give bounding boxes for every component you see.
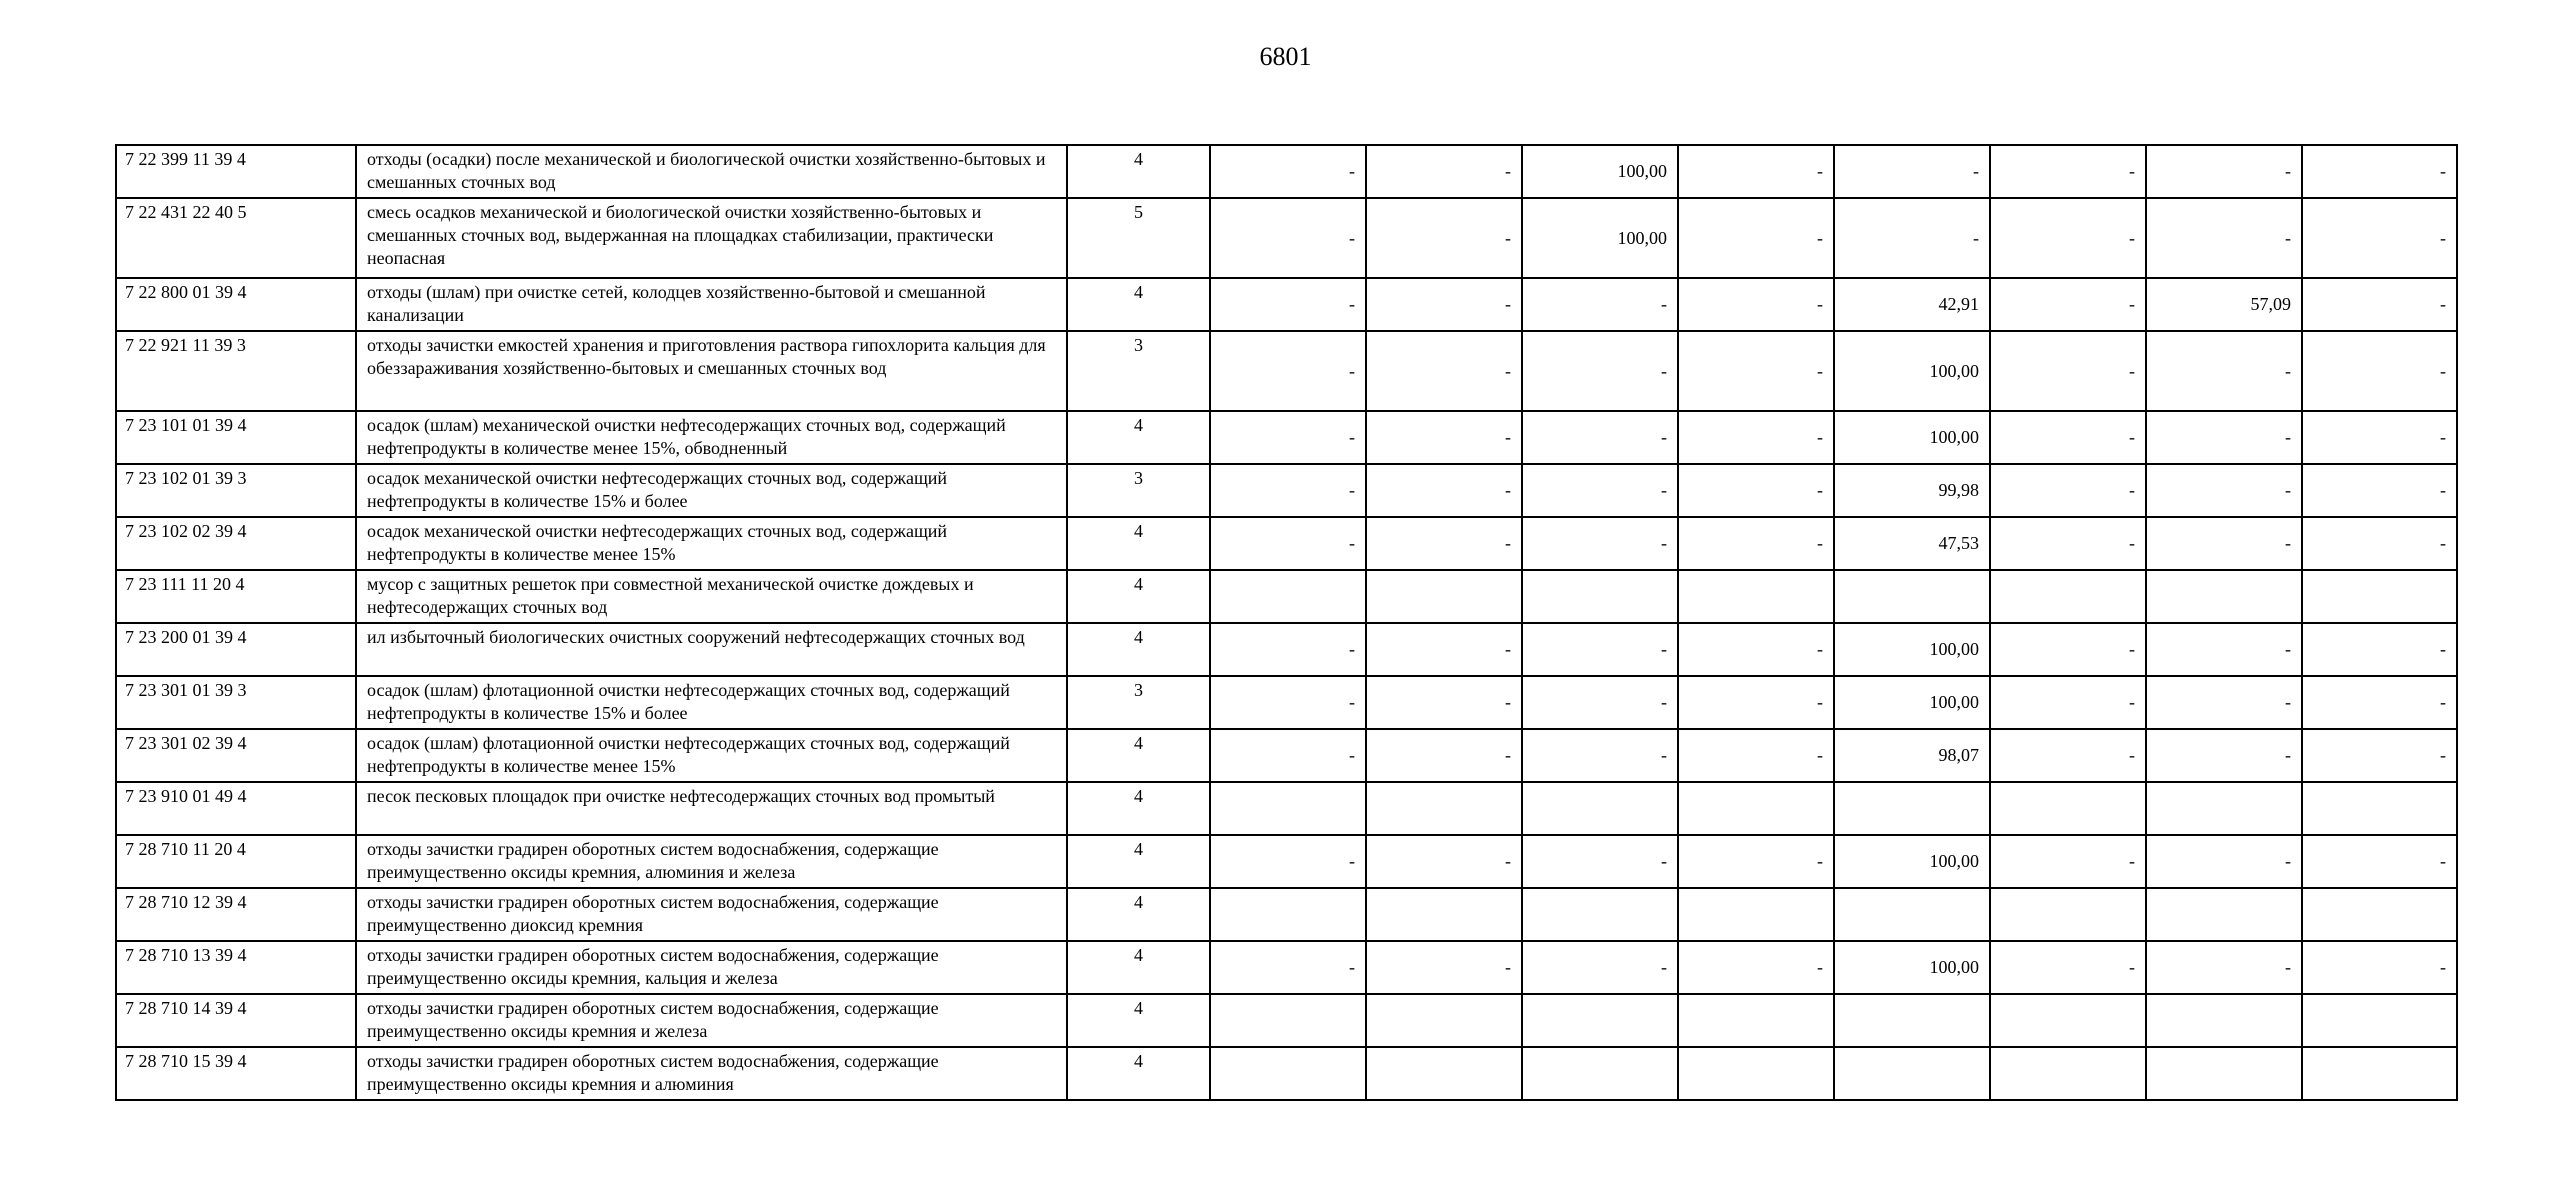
waste-code-cell: 7 23 301 02 39 4 (116, 729, 356, 782)
value-cell: - (1678, 676, 1834, 729)
table-row (116, 1047, 2457, 1100)
table-row (116, 835, 2457, 888)
value-cell: - (1990, 517, 2146, 570)
value-cell (1678, 782, 1834, 835)
value-cell (2146, 994, 2302, 1047)
table-row (116, 941, 2457, 994)
value-cell: - (2302, 331, 2457, 411)
waste-name-cell: осадок (шлам) механической очистки нефтесодержащих сточных вод, содержащий нефтепродукты в количестве менее 15%, обводненный (356, 411, 1067, 464)
value-cell: - (2302, 278, 2457, 331)
value-cell: - (2146, 411, 2302, 464)
value-cell: - (1834, 198, 1990, 278)
value-cell: - (1522, 411, 1678, 464)
waste-name-cell: мусор с защитных решеток при совместной механической очистке дождевых и нефтесодержащих сточных вод (356, 570, 1067, 623)
hazard-class-cell: 4 (1067, 145, 1210, 198)
value-cell: - (2302, 464, 2457, 517)
value-cell: - (2146, 331, 2302, 411)
value-cell: - (1366, 517, 1522, 570)
value-cell: - (1210, 517, 1366, 570)
value-cell: - (2302, 676, 2457, 729)
value-cell: - (2146, 145, 2302, 198)
value-cell: - (1210, 411, 1366, 464)
value-cell (1678, 888, 1834, 941)
table-row (116, 278, 2457, 331)
value-cell: 100,00 (1522, 145, 1678, 198)
value-cell: - (1678, 623, 1834, 676)
value-cell: - (1522, 464, 1678, 517)
value-cell (1210, 1047, 1366, 1100)
value-cell: 100,00 (1522, 198, 1678, 278)
hazard-class-cell: 3 (1067, 331, 1210, 411)
value-cell (2146, 782, 2302, 835)
value-cell (1522, 994, 1678, 1047)
value-cell (1834, 570, 1990, 623)
value-cell: - (1834, 145, 1990, 198)
value-cell (2146, 1047, 2302, 1100)
value-cell: - (2302, 835, 2457, 888)
table-row (116, 145, 2457, 198)
waste-code-cell: 7 22 399 11 39 4 (116, 145, 356, 198)
waste-name-cell: отходы зачистки градирен оборотных систем водоснабжения, содержащие преимущественно оксиды кремния и железа (356, 994, 1067, 1047)
value-cell: - (1522, 517, 1678, 570)
value-cell: - (1210, 623, 1366, 676)
waste-code-cell: 7 28 710 14 39 4 (116, 994, 356, 1047)
waste-name-cell: смесь осадков механической и биологической очистки хозяйственно-бытовых и смешанных сточных вод, выдержанная на площадках стабилизации, практически неопасная (356, 198, 1067, 278)
table-row (116, 676, 2457, 729)
waste-code-cell: 7 22 431 22 40 5 (116, 198, 356, 278)
value-cell: - (1366, 835, 1522, 888)
value-cell: - (2302, 517, 2457, 570)
value-cell: - (1522, 835, 1678, 888)
waste-name-cell: отходы зачистки градирен оборотных систем водоснабжения, содержащие преимущественно оксиды кремния, алюминия и железа (356, 835, 1067, 888)
value-cell (1522, 570, 1678, 623)
value-cell: - (1522, 623, 1678, 676)
hazard-class-cell: 3 (1067, 464, 1210, 517)
table-row (116, 517, 2457, 570)
hazard-class-cell: 4 (1067, 517, 1210, 570)
waste-code-cell: 7 23 200 01 39 4 (116, 623, 356, 676)
value-cell: - (1990, 331, 2146, 411)
value-cell: - (1210, 729, 1366, 782)
table-row (116, 994, 2457, 1047)
value-cell (1678, 570, 1834, 623)
value-cell (1834, 994, 1990, 1047)
waste-name-cell: отходы (осадки) после механической и биологической очистки хозяйственно-бытовых и смешанных сточных вод (356, 145, 1067, 198)
value-cell (1210, 570, 1366, 623)
value-cell (1834, 782, 1990, 835)
table-row (116, 782, 2457, 835)
value-cell: - (2146, 517, 2302, 570)
value-cell: 99,98 (1834, 464, 1990, 517)
value-cell: - (1678, 941, 1834, 994)
value-cell (1210, 782, 1366, 835)
hazard-class-cell: 4 (1067, 570, 1210, 623)
value-cell (2302, 888, 2457, 941)
table-row (116, 198, 2457, 278)
value-cell: - (1210, 941, 1366, 994)
value-cell (1522, 888, 1678, 941)
waste-name-cell: песок песковых площадок при очистке нефтесодержащих сточных вод промытый (356, 782, 1067, 835)
table-row (116, 570, 2457, 623)
hazard-class-cell: 4 (1067, 623, 1210, 676)
hazard-class-cell: 4 (1067, 278, 1210, 331)
value-cell: - (1522, 278, 1678, 331)
value-cell (1210, 888, 1366, 941)
hazard-class-cell: 4 (1067, 1047, 1210, 1100)
value-cell: - (1678, 464, 1834, 517)
value-cell: - (2146, 623, 2302, 676)
value-cell: - (1990, 941, 2146, 994)
value-cell: - (2146, 464, 2302, 517)
value-cell: - (1678, 278, 1834, 331)
waste-name-cell: отходы зачистки градирен оборотных систем водоснабжения, содержащие преимущественно диоксид кремния (356, 888, 1067, 941)
waste-code-cell: 7 28 710 13 39 4 (116, 941, 356, 994)
value-cell: - (1678, 411, 1834, 464)
value-cell (1834, 888, 1990, 941)
value-cell: - (1990, 623, 2146, 676)
value-cell: - (1522, 676, 1678, 729)
value-cell (1366, 782, 1522, 835)
waste-name-cell: осадок (шлам) флотационной очистки нефтесодержащих сточных вод, содержащий нефтепродукты в количестве 15% и более (356, 676, 1067, 729)
waste-code-cell: 7 22 921 11 39 3 (116, 331, 356, 411)
value-cell: - (2302, 623, 2457, 676)
value-cell: - (1678, 517, 1834, 570)
value-cell: - (2302, 941, 2457, 994)
value-cell: - (1522, 331, 1678, 411)
value-cell: - (1990, 278, 2146, 331)
value-cell (2302, 1047, 2457, 1100)
hazard-class-cell: 4 (1067, 729, 1210, 782)
value-cell (1678, 1047, 1834, 1100)
value-cell: - (1366, 676, 1522, 729)
value-cell: - (1990, 464, 2146, 517)
hazard-class-cell: 5 (1067, 198, 1210, 278)
value-cell: - (1678, 331, 1834, 411)
value-cell: - (1678, 835, 1834, 888)
value-cell (1990, 1047, 2146, 1100)
waste-name-cell: отходы зачистки градирен оборотных систем водоснабжения, содержащие преимущественно оксиды кремния и алюминия (356, 1047, 1067, 1100)
value-cell: - (1366, 198, 1522, 278)
value-cell: - (1522, 729, 1678, 782)
value-cell: - (1366, 145, 1522, 198)
value-cell: 100,00 (1834, 331, 1990, 411)
value-cell: 47,53 (1834, 517, 1990, 570)
value-cell (2302, 782, 2457, 835)
value-cell: - (1990, 198, 2146, 278)
value-cell (1366, 570, 1522, 623)
value-cell: 98,07 (1834, 729, 1990, 782)
value-cell: - (1210, 835, 1366, 888)
value-cell: 57,09 (2146, 278, 2302, 331)
value-cell: - (1990, 145, 2146, 198)
value-cell (2146, 570, 2302, 623)
table-row (116, 411, 2457, 464)
value-cell: - (2146, 676, 2302, 729)
value-cell: - (1210, 676, 1366, 729)
waste-code-cell: 7 23 910 01 49 4 (116, 782, 356, 835)
value-cell: - (1366, 941, 1522, 994)
value-cell: - (1990, 676, 2146, 729)
value-cell (1522, 782, 1678, 835)
value-cell: - (2302, 729, 2457, 782)
value-cell: - (2302, 411, 2457, 464)
value-cell: - (1210, 198, 1366, 278)
value-cell: - (1210, 331, 1366, 411)
hazard-class-cell: 4 (1067, 411, 1210, 464)
table-row (116, 331, 2457, 411)
value-cell: - (1522, 941, 1678, 994)
table-row (116, 464, 2457, 517)
value-cell: 100,00 (1834, 623, 1990, 676)
value-cell (1990, 994, 2146, 1047)
value-cell: - (2302, 145, 2457, 198)
waste-code-cell: 7 28 710 11 20 4 (116, 835, 356, 888)
waste-name-cell: ил избыточный биологических очистных сооружений нефтесодержащих сточных вод (356, 623, 1067, 676)
value-cell: - (1210, 145, 1366, 198)
value-cell: - (2146, 941, 2302, 994)
table-row (116, 623, 2457, 676)
hazard-class-cell: 4 (1067, 782, 1210, 835)
waste-code-cell: 7 23 102 02 39 4 (116, 517, 356, 570)
waste-name-cell: осадок (шлам) флотационной очистки нефтесодержащих сточных вод, содержащий нефтепродукты в количестве менее 15% (356, 729, 1067, 782)
waste-code-cell: 7 28 710 12 39 4 (116, 888, 356, 941)
value-cell: - (1366, 729, 1522, 782)
waste-name-cell: отходы (шлам) при очистке сетей, колодцев хозяйственно-бытовой и смешанной канализации (356, 278, 1067, 331)
value-cell (1990, 570, 2146, 623)
value-cell (2302, 570, 2457, 623)
value-cell (1990, 888, 2146, 941)
value-cell: - (1990, 411, 2146, 464)
table-row (116, 888, 2457, 941)
waste-code-cell: 7 23 101 01 39 4 (116, 411, 356, 464)
value-cell: 100,00 (1834, 835, 1990, 888)
value-cell: - (1366, 411, 1522, 464)
value-cell: - (1210, 278, 1366, 331)
hazard-class-cell: 4 (1067, 994, 1210, 1047)
waste-table (115, 144, 2458, 1101)
hazard-class-cell: 4 (1067, 835, 1210, 888)
hazard-class-cell: 3 (1067, 676, 1210, 729)
value-cell: - (2146, 729, 2302, 782)
value-cell (1366, 994, 1522, 1047)
value-cell: - (1366, 464, 1522, 517)
value-cell: - (2146, 835, 2302, 888)
value-cell (1366, 888, 1522, 941)
waste-name-cell: отходы зачистки емкостей хранения и приготовления раствора гипохлорита кальция для обеззараживания хозяйственно-бытовых и смешанных сточных вод (356, 331, 1067, 411)
value-cell (1210, 994, 1366, 1047)
value-cell: - (1366, 623, 1522, 676)
hazard-class-cell: 4 (1067, 888, 1210, 941)
value-cell: - (1678, 729, 1834, 782)
value-cell: - (1990, 729, 2146, 782)
waste-code-cell: 7 22 800 01 39 4 (116, 278, 356, 331)
value-cell (2302, 994, 2457, 1047)
value-cell: - (1678, 145, 1834, 198)
value-cell (1990, 782, 2146, 835)
waste-name-cell: осадок механической очистки нефтесодержащих сточных вод, содержащий нефтепродукты в количестве менее 15% (356, 517, 1067, 570)
value-cell: 100,00 (1834, 676, 1990, 729)
value-cell (1834, 1047, 1990, 1100)
value-cell: - (1678, 198, 1834, 278)
waste-name-cell: осадок механической очистки нефтесодержащих сточных вод, содержащий нефтепродукты в количестве 15% и более (356, 464, 1067, 517)
page-number: 6801 (1259, 42, 1312, 71)
value-cell (1366, 1047, 1522, 1100)
waste-code-cell: 7 28 710 15 39 4 (116, 1047, 356, 1100)
waste-code-cell: 7 23 111 11 20 4 (116, 570, 356, 623)
value-cell: - (1366, 331, 1522, 411)
hazard-class-cell: 4 (1067, 941, 1210, 994)
value-cell: - (2302, 198, 2457, 278)
value-cell (1522, 1047, 1678, 1100)
value-cell: 100,00 (1834, 411, 1990, 464)
waste-name-cell: отходы зачистки градирен оборотных систем водоснабжения, содержащие преимущественно оксиды кремния, кальция и железа (356, 941, 1067, 994)
value-cell: - (1990, 835, 2146, 888)
value-cell: - (1366, 278, 1522, 331)
waste-code-cell: 7 23 102 01 39 3 (116, 464, 356, 517)
value-cell (1678, 994, 1834, 1047)
value-cell (2146, 888, 2302, 941)
waste-code-cell: 7 23 301 01 39 3 (116, 676, 356, 729)
table-row (116, 729, 2457, 782)
value-cell: 100,00 (1834, 941, 1990, 994)
value-cell: - (2146, 198, 2302, 278)
value-cell: 42,91 (1834, 278, 1990, 331)
value-cell: - (1210, 464, 1366, 517)
